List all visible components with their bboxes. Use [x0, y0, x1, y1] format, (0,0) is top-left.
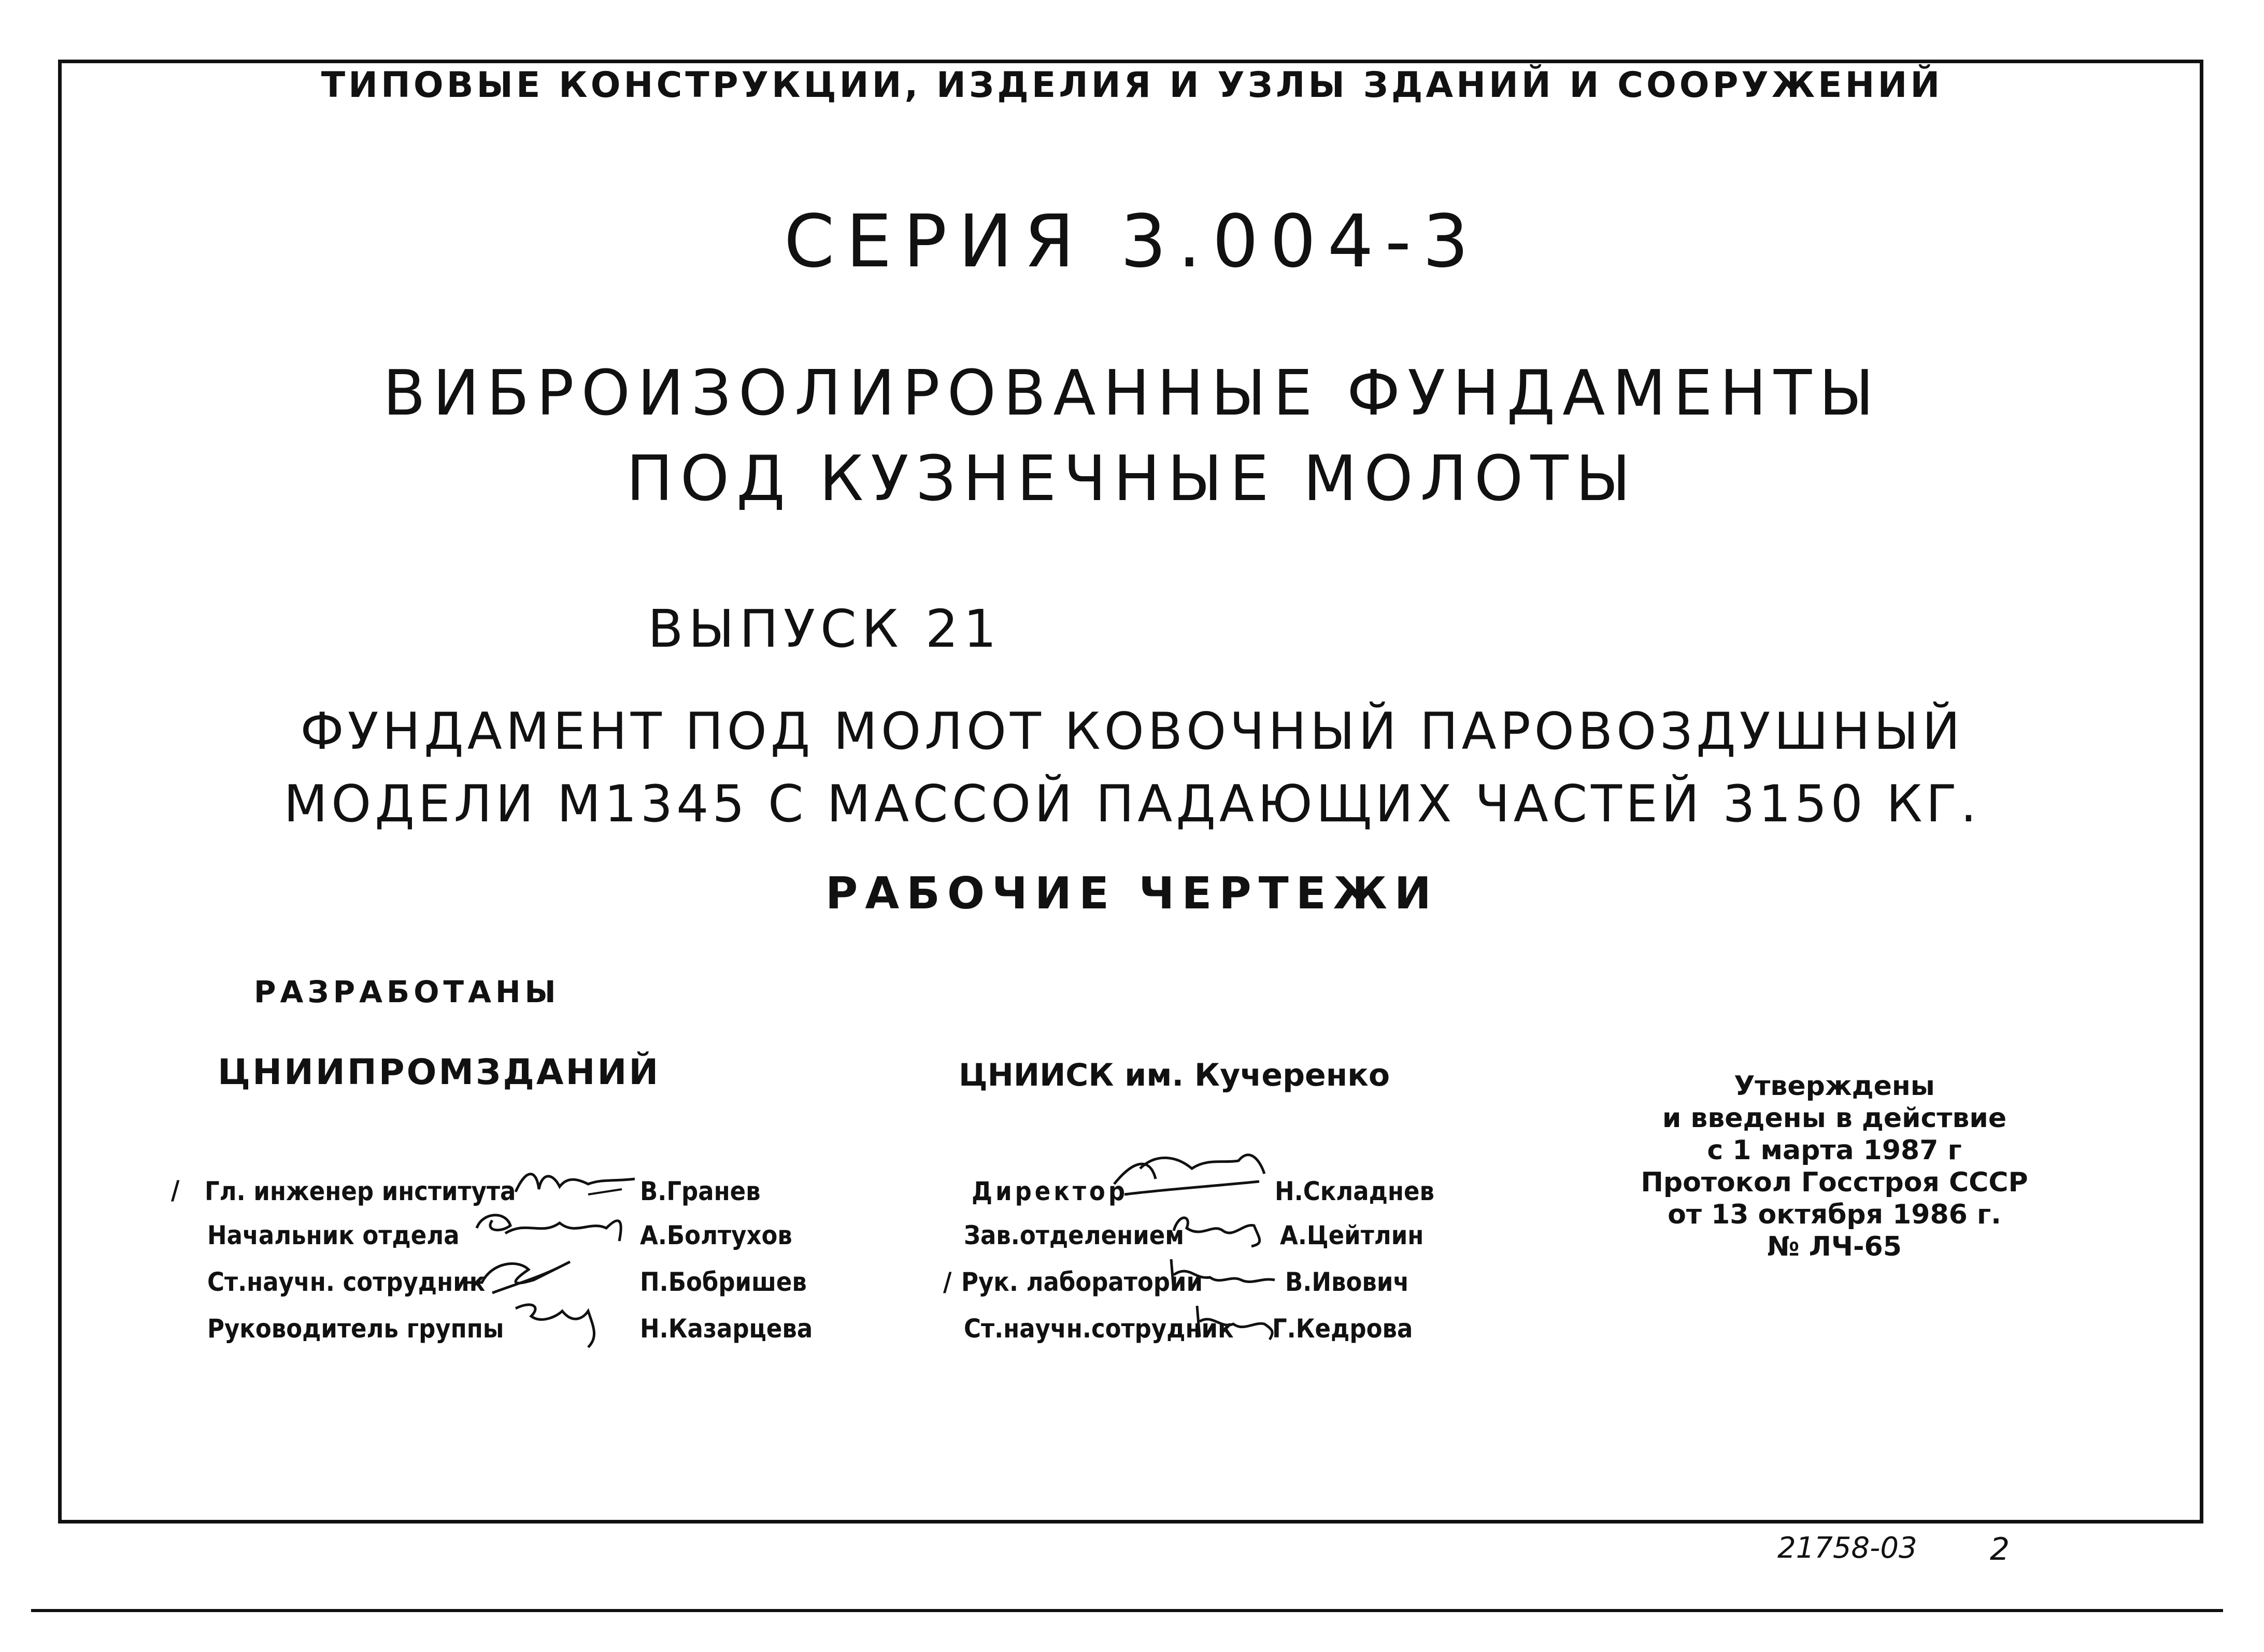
signature-kedrova — [1192, 1295, 1280, 1347]
org1-name-1: В.Гранев — [640, 1176, 761, 1206]
org1-role-1: Гл. инженер института — [205, 1176, 516, 1206]
org2-role-2: Зав.отделением — [964, 1220, 1185, 1250]
org1-name-4: Н.Казарцева — [640, 1314, 813, 1344]
org1-role-2: Начальник отдела — [207, 1220, 460, 1250]
org2-name-1: Н.Складнев — [1275, 1176, 1434, 1206]
series-title: СЕРИЯ 3.004-3 — [784, 200, 1480, 284]
approval-line2: и введены в действие — [1662, 1103, 2007, 1134]
approval-line4: Протокол Госстроя СССР — [1641, 1167, 2028, 1198]
org2-role-1: Директор — [972, 1176, 1129, 1206]
org2-name-2: А.Цейтлин — [1280, 1220, 1424, 1250]
approval-line1: Утверждены — [1734, 1071, 1935, 1102]
signature-kazartseva — [510, 1295, 604, 1352]
org2-check-mark: / — [943, 1267, 952, 1297]
org2-role-4: Ст.научн.сотрудник — [964, 1314, 1234, 1344]
issue-number: ВЫПУСК 21 — [648, 599, 1002, 659]
main-title-line2: ПОД КУЗНЕЧНЫЕ МОЛОТЫ — [626, 443, 1638, 515]
main-title-line1: ВИБРОИЗОЛИРОВАННЫЕ ФУНДАМЕНТЫ — [382, 358, 1882, 430]
subtitle-line1: ФУНДАМЕНТ ПОД МОЛОТ КОВОЧНЫЙ ПАРОВОЗДУШНЫЙ — [300, 702, 1964, 761]
footer-page-number: 2 — [1990, 1531, 2010, 1568]
header-title: ТИПОВЫЕ КОНСТРУКЦИИ, ИЗДЕЛИЯ И УЗЛЫ ЗДАНИЙ И СООРУЖЕНИЙ — [321, 65, 1943, 106]
subtitle-line2: МОДЕЛИ М1345 С МАССОЙ ПАДАЮЩИХ ЧАСТЕЙ 3150 КГ. — [283, 775, 1981, 834]
org1-role-4: Руководитель группы — [207, 1314, 504, 1344]
org2-name-3: В.Ивович — [1285, 1267, 1409, 1297]
org1-role-3: Ст.научн. сотрудник — [207, 1267, 486, 1297]
developed-label: РАЗРАБОТАНЫ — [254, 974, 560, 1009]
document-type: РАБОЧИЕ ЧЕРТЕЖИ — [825, 868, 1439, 919]
bottom-rule — [31, 1609, 2223, 1612]
footer-doc-number: 21758-03 — [1777, 1531, 1917, 1565]
approval-block — [1591, 1070, 2078, 1263]
signature-boltukhov — [469, 1205, 630, 1251]
approval-line5: от 13 октября 1986 г. — [1668, 1199, 2001, 1230]
check-mark: / — [171, 1175, 180, 1205]
signature-skladnev — [1104, 1137, 1280, 1205]
org1-name-3: П.Бобришев — [640, 1267, 807, 1297]
signature-bobrishev — [461, 1251, 580, 1298]
org1-name-2: А.Болтухов — [640, 1220, 792, 1250]
approval-line6: № ЛЧ-65 — [1767, 1231, 1902, 1262]
org2-role-3: Рук. лаборатории — [961, 1267, 1203, 1297]
org1-name: ЦНИИПРОМЗДАНИЙ — [218, 1052, 661, 1093]
signature-granev — [510, 1163, 640, 1205]
org2-name: ЦНИИСК им. Кучеренко — [959, 1057, 1390, 1093]
signature-tseitlin — [1166, 1202, 1270, 1249]
approval-line3: с 1 марта 1987 г — [1707, 1135, 1962, 1166]
signature-ivovich — [1163, 1249, 1283, 1301]
org2-name-4: Г.Кедрова — [1272, 1314, 1413, 1344]
